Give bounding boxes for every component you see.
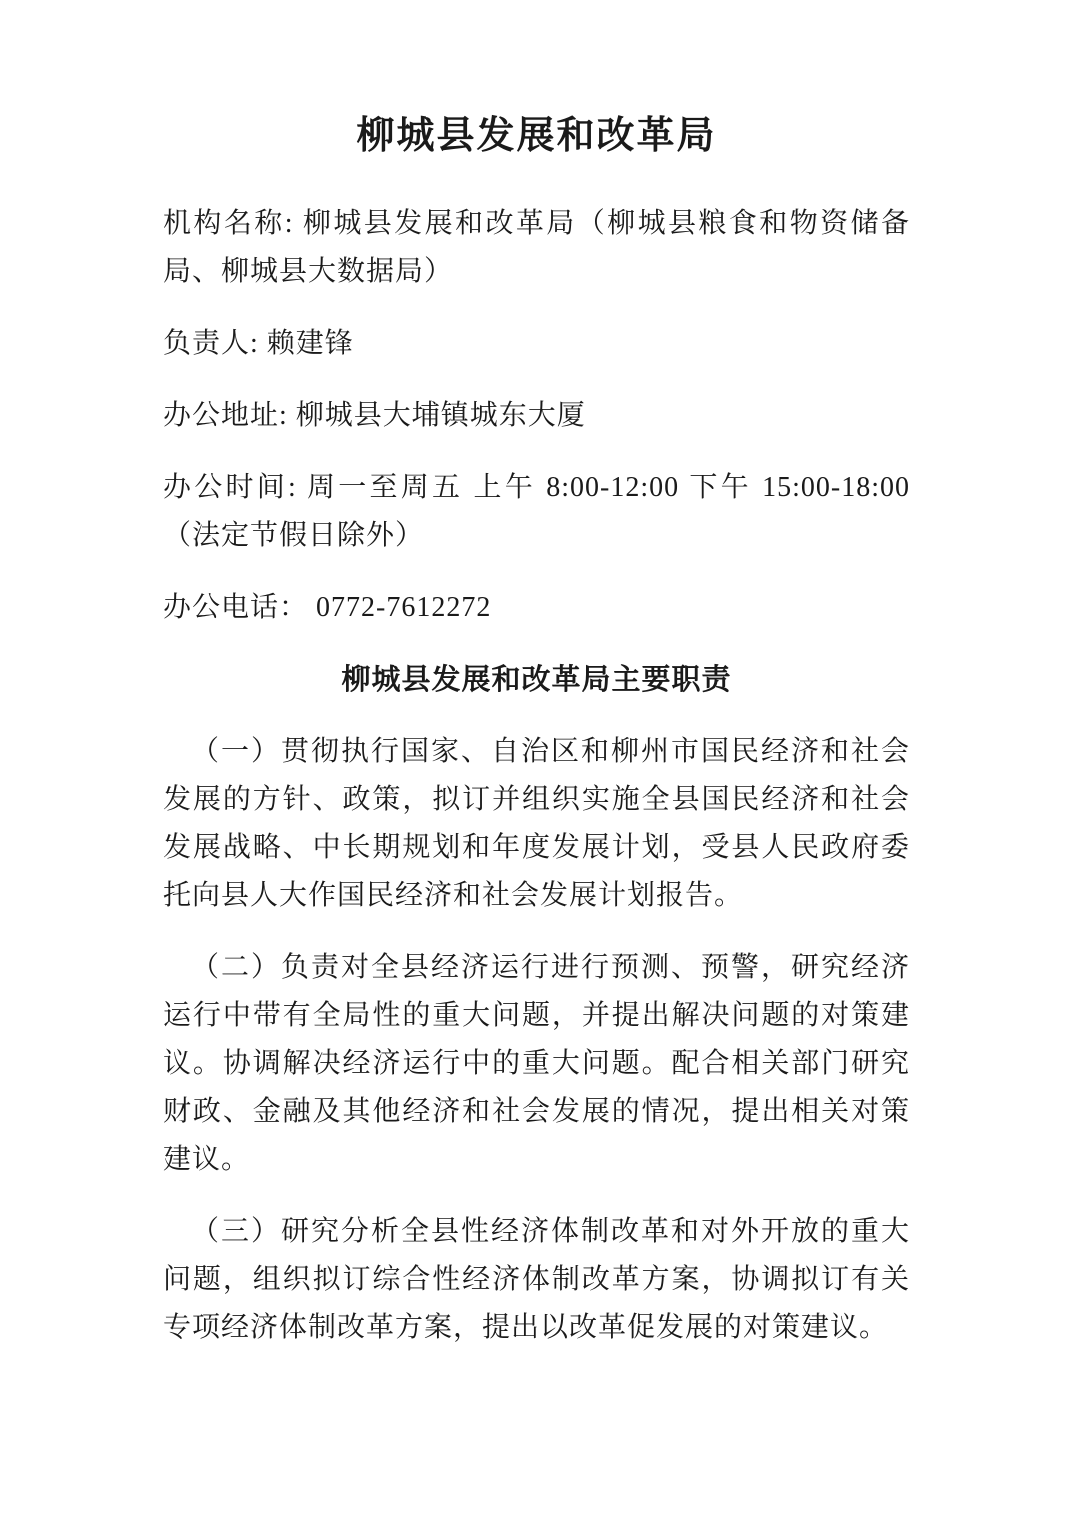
- duties-section: [163, 728, 910, 1352]
- section-heading-main-duties: 柳城县发展和改革局主要职责: [341, 664, 732, 696]
- duty-paragraph-2: （二）负责对全县经济运行进行预测、预警，研究经济运行中带有全局性的重大问题，并提出解决问题的对策建议。协调解决经济运行中的重大问题。配合相关部门研究财政、金融及其他经济和社会发展的情况，提出相关对策建议。: [163, 952, 910, 1175]
- duty-paragraph-1: （一）贯彻执行国家、自治区和柳州市国民经济和社会发展的方针、政策，拟订并组织实施全县国民经济和社会发展战略、中长期规划和年度发展计划，受县人民政府委托向县人大作国民经济和社会发展计划报告。: [163, 736, 910, 911]
- info-paragraph-agency-name: 机构名称: 柳城县发展和改革局（柳城县粮食和物资储备局、柳城县大数据局）: [163, 208, 910, 287]
- duty-paragraph-3: （三）研究分析全县性经济体制改革和对外开放的重大问题，组织拟订综合性经济体制改革方案，协调拟订有关专项经济体制改革方案，提出以改革促发展的对策建议。: [163, 1216, 910, 1343]
- info-paragraph-office-hours: 办公时间: 周一至周五 上午 8:00-12:00 下午 15:00-18:00（法定节假日除外）: [163, 472, 910, 551]
- document-title: 柳城县发展和改革局: [356, 115, 717, 157]
- info-paragraph-office-phone: 办公电话： 0772-7612272: [163, 592, 492, 623]
- info-paragraph-office-address: 办公地址: 柳城县大埔镇城东大厦: [163, 400, 586, 431]
- agency-info-section: [163, 200, 910, 632]
- info-paragraph-person-in-charge: 负责人: 赖建锋: [163, 328, 354, 359]
